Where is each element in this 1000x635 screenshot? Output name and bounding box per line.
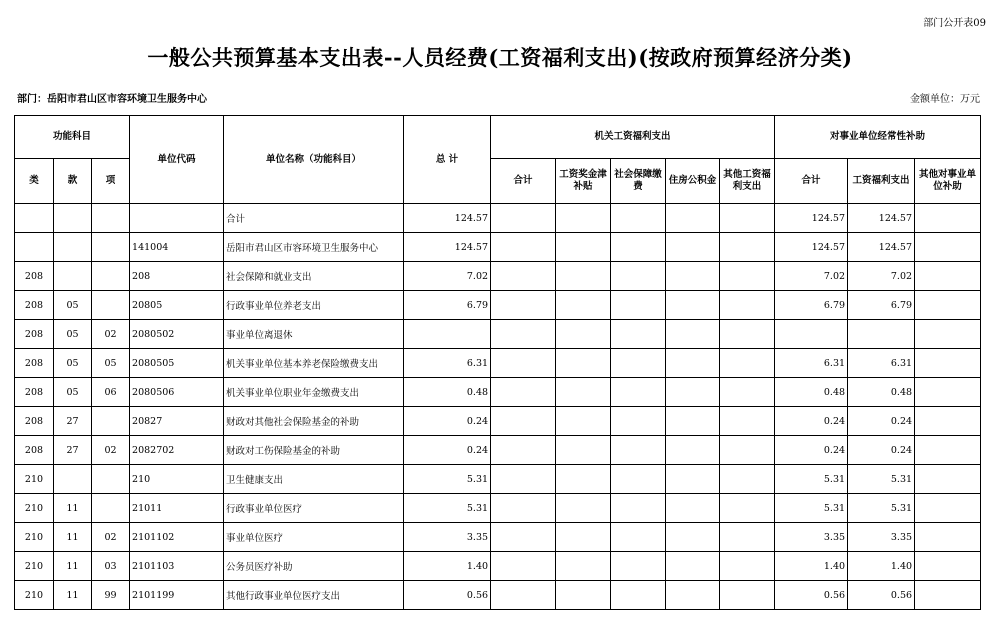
cell-total: 3.35 xyxy=(404,523,491,552)
cell-inst-total: 5.31 xyxy=(775,465,848,494)
cell-xiang: 02 xyxy=(92,320,130,349)
cell-gov-housing xyxy=(666,320,720,349)
cell-inst-other xyxy=(915,349,981,378)
cell-inst-other xyxy=(915,378,981,407)
cell-inst-wage: 0.48 xyxy=(848,378,915,407)
cell-gov-other xyxy=(720,378,775,407)
cell-inst-total: 0.48 xyxy=(775,378,848,407)
cell-inst-total: 5.31 xyxy=(775,494,848,523)
cell-inst-wage: 1.40 xyxy=(848,552,915,581)
cell-lei: 208 xyxy=(15,436,54,465)
cell-total: 5.31 xyxy=(404,494,491,523)
cell-lei: 210 xyxy=(15,523,54,552)
cell-inst-wage: 0.24 xyxy=(848,407,915,436)
cell-gov-social xyxy=(611,552,666,581)
cell-gov-total xyxy=(491,233,556,262)
cell-gov-total xyxy=(491,291,556,320)
cell-xiang: 03 xyxy=(92,552,130,581)
cell-gov-housing xyxy=(666,349,720,378)
cell-gov-total xyxy=(491,552,556,581)
page-title: 一般公共预算基本支出表--人员经费(工资福利支出)(按政府预算经济分类) xyxy=(147,45,853,70)
cell-inst-other xyxy=(915,320,981,349)
cell-gov-social xyxy=(611,523,666,552)
cell-gov-bonus xyxy=(556,349,611,378)
department-label: 部门：岳阳市君山区市容环境卫生服务中心 xyxy=(17,94,207,105)
cell-inst-other xyxy=(915,581,981,610)
cell-unit-name: 卫生健康支出 xyxy=(224,465,404,494)
cell-gov-housing xyxy=(666,407,720,436)
cell-total: 124.57 xyxy=(404,204,491,233)
header-gov-bonus: 工资奖金津补贴 xyxy=(556,159,611,204)
cell-gov-social xyxy=(611,204,666,233)
cell-unit-name: 财政对工伤保险基金的补助 xyxy=(224,436,404,465)
cell-kuan: 27 xyxy=(54,407,92,436)
cell-lei: 208 xyxy=(15,320,54,349)
cell-inst-wage: 5.31 xyxy=(848,465,915,494)
cell-gov-total xyxy=(491,378,556,407)
cell-unit-name: 其他行政事业单位医疗支出 xyxy=(224,581,404,610)
cell-gov-other xyxy=(720,436,775,465)
table-row xyxy=(15,581,981,610)
cell-inst-other xyxy=(915,204,981,233)
cell-gov-other xyxy=(720,523,775,552)
cell-inst-other xyxy=(915,523,981,552)
cell-inst-other xyxy=(915,407,981,436)
cell-unit-name: 岳阳市君山区市容环境卫生服务中心 xyxy=(224,233,404,262)
cell-gov-housing xyxy=(666,378,720,407)
cell-inst-wage xyxy=(848,320,915,349)
header-gov-housing: 住房公积金 xyxy=(666,159,720,204)
cell-inst-other xyxy=(915,465,981,494)
cell-gov-other xyxy=(720,262,775,291)
cell-inst-wage: 7.02 xyxy=(848,262,915,291)
cell-gov-total xyxy=(491,581,556,610)
cell-xiang: 06 xyxy=(92,378,130,407)
cell-unit-code: 20827 xyxy=(130,407,224,436)
cell-xiang: 02 xyxy=(92,436,130,465)
cell-gov-housing xyxy=(666,552,720,581)
cell-unit-name: 社会保障和就业支出 xyxy=(224,262,404,291)
table-row xyxy=(15,204,981,233)
cell-inst-other xyxy=(915,233,981,262)
cell-unit-code xyxy=(130,204,224,233)
cell-unit-code: 2101103 xyxy=(130,552,224,581)
cell-gov-social xyxy=(611,378,666,407)
cell-xiang xyxy=(92,262,130,291)
cell-kuan: 11 xyxy=(54,581,92,610)
cell-kuan: 05 xyxy=(54,378,92,407)
cell-gov-total xyxy=(491,320,556,349)
cell-unit-code: 2080505 xyxy=(130,349,224,378)
cell-inst-total: 6.79 xyxy=(775,291,848,320)
cell-kuan: 05 xyxy=(54,320,92,349)
header-lei: 类 xyxy=(15,159,54,204)
header-func-subject: 功能科目 xyxy=(15,116,130,159)
header-unit-code: 单位代码 xyxy=(130,116,224,204)
cell-kuan xyxy=(54,204,92,233)
cell-gov-bonus xyxy=(556,407,611,436)
amount-unit-label: 金额单位：万元 xyxy=(910,94,980,105)
cell-gov-bonus xyxy=(556,262,611,291)
cell-gov-total xyxy=(491,204,556,233)
header-inst-group: 对事业单位经常性补助 xyxy=(775,116,981,159)
cell-xiang: 99 xyxy=(92,581,130,610)
table-row xyxy=(15,465,981,494)
cell-unit-name: 行政事业单位养老支出 xyxy=(224,291,404,320)
header-total: 总 计 xyxy=(404,116,491,204)
table-row xyxy=(15,552,981,581)
table-row xyxy=(15,407,981,436)
cell-total: 0.56 xyxy=(404,581,491,610)
cell-gov-other xyxy=(720,552,775,581)
header-kuan: 款 xyxy=(54,159,92,204)
cell-gov-total xyxy=(491,465,556,494)
cell-gov-housing xyxy=(666,262,720,291)
cell-total: 124.57 xyxy=(404,233,491,262)
cell-kuan xyxy=(54,233,92,262)
cell-gov-social xyxy=(611,291,666,320)
cell-lei: 208 xyxy=(15,349,54,378)
table-row xyxy=(15,262,981,291)
cell-gov-other xyxy=(720,233,775,262)
cell-gov-social xyxy=(611,233,666,262)
table-row xyxy=(15,494,981,523)
cell-unit-name: 公务员医疗补助 xyxy=(224,552,404,581)
cell-unit-name: 机关事业单位基本养老保险缴费支出 xyxy=(224,349,404,378)
cell-lei: 208 xyxy=(15,407,54,436)
cell-gov-other xyxy=(720,581,775,610)
cell-xiang: 05 xyxy=(92,349,130,378)
cell-xiang xyxy=(92,233,130,262)
cell-inst-other xyxy=(915,494,981,523)
cell-kuan: 27 xyxy=(54,436,92,465)
cell-gov-housing xyxy=(666,523,720,552)
cell-gov-bonus xyxy=(556,436,611,465)
cell-xiang xyxy=(92,494,130,523)
cell-inst-other xyxy=(915,291,981,320)
cell-unit-code: 210 xyxy=(130,465,224,494)
cell-gov-social xyxy=(611,581,666,610)
cell-inst-total: 0.24 xyxy=(775,407,848,436)
cell-unit-code: 2080506 xyxy=(130,378,224,407)
cell-xiang xyxy=(92,465,130,494)
cell-unit-code: 20805 xyxy=(130,291,224,320)
cell-lei xyxy=(15,204,54,233)
cell-inst-other xyxy=(915,262,981,291)
cell-inst-wage: 124.57 xyxy=(848,204,915,233)
cell-lei: 210 xyxy=(15,581,54,610)
cell-kuan xyxy=(54,262,92,291)
cell-gov-total xyxy=(491,523,556,552)
cell-inst-wage: 3.35 xyxy=(848,523,915,552)
cell-inst-total xyxy=(775,320,848,349)
cell-lei: 208 xyxy=(15,378,54,407)
cell-gov-bonus xyxy=(556,581,611,610)
cell-gov-bonus xyxy=(556,204,611,233)
cell-gov-bonus xyxy=(556,523,611,552)
cell-gov-social xyxy=(611,320,666,349)
cell-unit-code: 141004 xyxy=(130,233,224,262)
cell-gov-total xyxy=(491,262,556,291)
header-gov-other: 其他工资福利支出 xyxy=(720,159,775,204)
table-row xyxy=(15,349,981,378)
table-row xyxy=(15,291,981,320)
cell-unit-name: 行政事业单位医疗 xyxy=(224,494,404,523)
form-number: 部门公开表09 xyxy=(923,18,986,29)
cell-lei: 208 xyxy=(15,262,54,291)
cell-total: 7.02 xyxy=(404,262,491,291)
header-inst-total: 合计 xyxy=(775,159,848,204)
header-gov-group: 机关工资福利支出 xyxy=(491,116,775,159)
cell-xiang xyxy=(92,407,130,436)
cell-xiang xyxy=(92,291,130,320)
cell-inst-wage: 124.57 xyxy=(848,233,915,262)
cell-gov-social xyxy=(611,407,666,436)
cell-inst-total: 3.35 xyxy=(775,523,848,552)
cell-unit-name: 事业单位离退休 xyxy=(224,320,404,349)
cell-gov-bonus xyxy=(556,320,611,349)
cell-unit-code: 2080502 xyxy=(130,320,224,349)
cell-total xyxy=(404,320,491,349)
cell-kuan: 11 xyxy=(54,494,92,523)
header-gov-social: 社会保障缴费 xyxy=(611,159,666,204)
cell-inst-wage: 6.31 xyxy=(848,349,915,378)
cell-lei xyxy=(15,233,54,262)
cell-inst-total: 1.40 xyxy=(775,552,848,581)
cell-gov-bonus xyxy=(556,378,611,407)
cell-inst-total: 124.57 xyxy=(775,204,848,233)
cell-inst-other xyxy=(915,436,981,465)
cell-kuan: 05 xyxy=(54,291,92,320)
header-xiang: 项 xyxy=(92,159,130,204)
table-row xyxy=(15,523,981,552)
cell-gov-bonus xyxy=(556,233,611,262)
cell-unit-code: 2082702 xyxy=(130,436,224,465)
budget-table xyxy=(14,115,981,610)
cell-gov-housing xyxy=(666,233,720,262)
cell-gov-other xyxy=(720,204,775,233)
cell-inst-wage: 6.79 xyxy=(848,291,915,320)
cell-gov-bonus xyxy=(556,494,611,523)
cell-gov-housing xyxy=(666,465,720,494)
cell-gov-social xyxy=(611,494,666,523)
header-inst-wage: 工资福利支出 xyxy=(848,159,915,204)
cell-inst-other xyxy=(915,552,981,581)
cell-total: 6.31 xyxy=(404,349,491,378)
cell-gov-bonus xyxy=(556,465,611,494)
cell-inst-total: 0.56 xyxy=(775,581,848,610)
cell-unit-name: 机关事业单位职业年金缴费支出 xyxy=(224,378,404,407)
cell-total: 0.24 xyxy=(404,436,491,465)
cell-gov-other xyxy=(720,465,775,494)
cell-gov-bonus xyxy=(556,552,611,581)
table-row xyxy=(15,320,981,349)
cell-kuan: 11 xyxy=(54,552,92,581)
header-gov-total: 合计 xyxy=(491,159,556,204)
cell-xiang xyxy=(92,204,130,233)
table-row xyxy=(15,436,981,465)
cell-unit-name: 合计 xyxy=(224,204,404,233)
cell-total: 5.31 xyxy=(404,465,491,494)
cell-gov-other xyxy=(720,291,775,320)
cell-inst-total: 0.24 xyxy=(775,436,848,465)
cell-inst-total: 7.02 xyxy=(775,262,848,291)
table-row xyxy=(15,233,981,262)
header-inst-other: 其他对事业单位补助 xyxy=(915,159,981,204)
cell-gov-housing xyxy=(666,581,720,610)
cell-gov-bonus xyxy=(556,291,611,320)
cell-gov-total xyxy=(491,407,556,436)
cell-inst-total: 6.31 xyxy=(775,349,848,378)
cell-gov-total xyxy=(491,349,556,378)
cell-gov-other xyxy=(720,320,775,349)
cell-kuan: 11 xyxy=(54,523,92,552)
cell-kuan: 05 xyxy=(54,349,92,378)
cell-total: 0.48 xyxy=(404,378,491,407)
cell-kuan xyxy=(54,465,92,494)
cell-inst-total: 124.57 xyxy=(775,233,848,262)
cell-unit-code: 2101102 xyxy=(130,523,224,552)
cell-gov-other xyxy=(720,349,775,378)
cell-gov-other xyxy=(720,494,775,523)
cell-inst-wage: 0.24 xyxy=(848,436,915,465)
cell-gov-social xyxy=(611,262,666,291)
cell-unit-name: 财政对其他社会保险基金的补助 xyxy=(224,407,404,436)
cell-gov-social xyxy=(611,349,666,378)
cell-gov-social xyxy=(611,465,666,494)
cell-gov-total xyxy=(491,494,556,523)
cell-lei: 210 xyxy=(15,494,54,523)
cell-inst-wage: 0.56 xyxy=(848,581,915,610)
cell-total: 6.79 xyxy=(404,291,491,320)
cell-gov-social xyxy=(611,436,666,465)
cell-gov-total xyxy=(491,436,556,465)
cell-gov-housing xyxy=(666,494,720,523)
header-unit-name: 单位名称（功能科目） xyxy=(224,116,404,204)
cell-inst-wage: 5.31 xyxy=(848,494,915,523)
table-row xyxy=(15,378,981,407)
cell-unit-name: 事业单位医疗 xyxy=(224,523,404,552)
cell-total: 0.24 xyxy=(404,407,491,436)
cell-gov-other xyxy=(720,407,775,436)
cell-unit-code: 2101199 xyxy=(130,581,224,610)
cell-lei: 210 xyxy=(15,465,54,494)
cell-gov-housing xyxy=(666,436,720,465)
cell-gov-housing xyxy=(666,204,720,233)
cell-unit-code: 21011 xyxy=(130,494,224,523)
cell-total: 1.40 xyxy=(404,552,491,581)
cell-lei: 208 xyxy=(15,291,54,320)
cell-unit-code: 208 xyxy=(130,262,224,291)
cell-xiang: 02 xyxy=(92,523,130,552)
cell-lei: 210 xyxy=(15,552,54,581)
cell-gov-housing xyxy=(666,291,720,320)
